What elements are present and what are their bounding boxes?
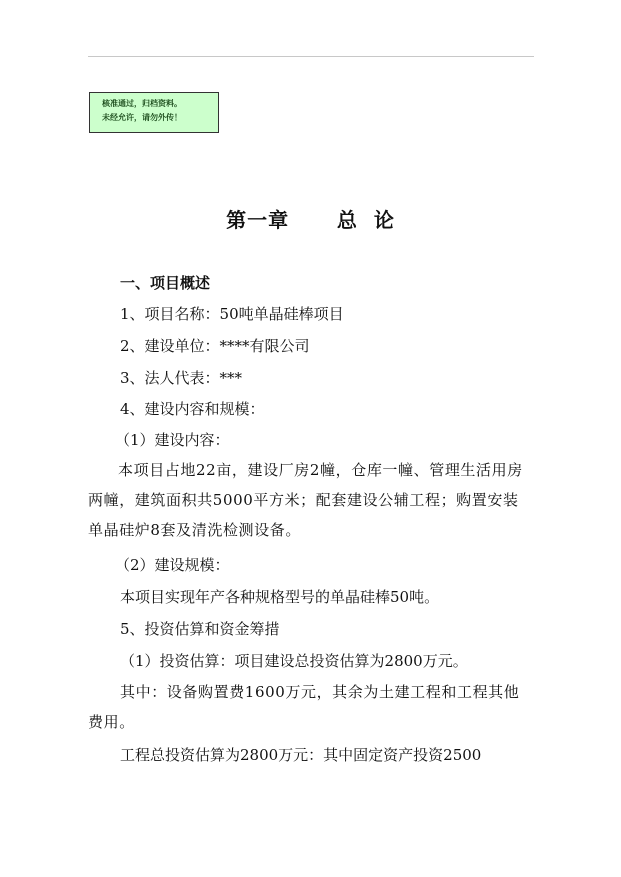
project-name: 1、项目名称：50吨单晶硅棒项目 bbox=[120, 305, 344, 323]
construction-scale-subheading: （2）建设规模： bbox=[115, 556, 230, 574]
section-heading: 一、项目概述 bbox=[120, 274, 211, 292]
construction-scale-paragraph: 本项目实现年产各种规格型号的单晶硅棒50吨。 bbox=[120, 588, 440, 606]
construction-content-paragraph: 本项目占地22亩，建设厂房2幢，仓库一幢、管理生活用房两幢，建筑面积共5000平方米；配套建设公辅工程；购置安装单晶硅炉8套及清洗检测设备。 bbox=[88, 461, 523, 539]
approval-stamp bbox=[89, 92, 219, 133]
chapter-title: 第一章 总 论 bbox=[226, 208, 395, 232]
investment-estimate-subheading: （1）投资估算：项目建设总投资估算为2800万元。 bbox=[120, 652, 468, 670]
equipment-cost-paragraph: 其中：设备购置费1600万元，其余为土建工程和工程其他费用。 bbox=[88, 683, 520, 731]
total-investment-paragraph: 工程总投资估算为2800万元：其中固定资产投资2500 bbox=[120, 746, 482, 764]
investment-heading: 5、投资估算和资金筹措 bbox=[120, 620, 280, 638]
content-and-scale-heading: 4、建设内容和规模： bbox=[120, 400, 265, 418]
stamp-line-1: 核准通过，归档资料。 bbox=[102, 99, 182, 108]
header-rule bbox=[88, 56, 534, 57]
construction-unit: 2、建设单位：****有限公司 bbox=[120, 337, 310, 355]
stamp-line-2: 未经允许，请勿外传！ bbox=[102, 113, 182, 122]
construction-content-subheading: （1）建设内容： bbox=[115, 431, 230, 449]
legal-representative: 3、法人代表：*** bbox=[120, 369, 243, 387]
